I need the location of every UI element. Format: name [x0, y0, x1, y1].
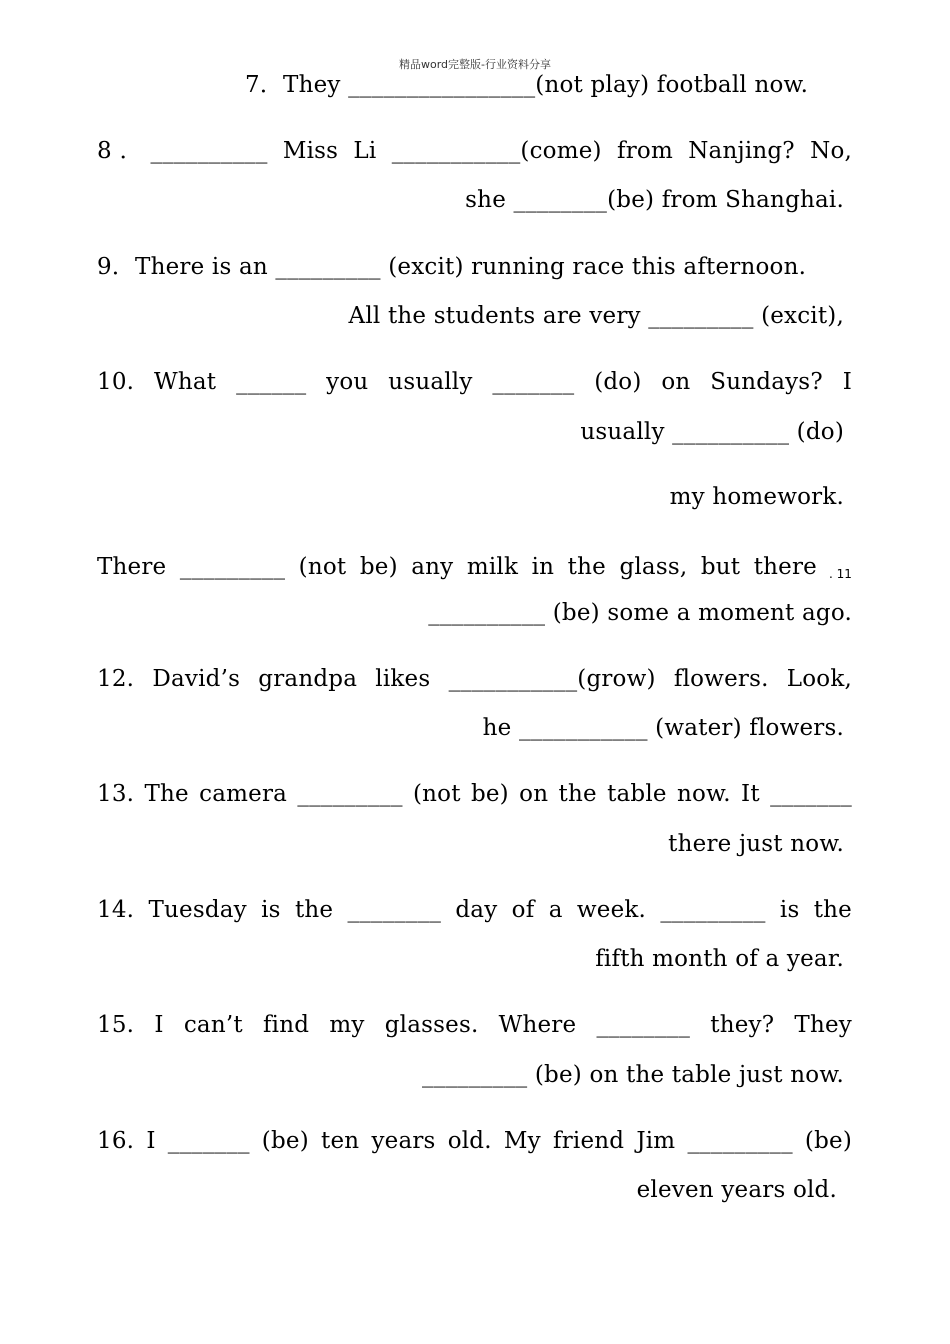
- question-16-cont: eleven years old.: [636, 1177, 837, 1203]
- question-11-cont: __________ (be) some a moment ago.: [428, 600, 852, 626]
- question-13-cont: there just now.: [668, 831, 844, 857]
- question-12-cont: he ___________ (water) flowers.: [482, 715, 844, 741]
- question-15-cont: _________ (be) on the table just now.: [422, 1062, 844, 1088]
- question-8-cont: she ________(be) from Shanghai.: [465, 187, 844, 213]
- question-10: 10. What ______ you usually _______ (do) on Sundays? I: [97, 369, 852, 395]
- question-16: 16. I _______ (be) ten years old. My friend Jim _________ (be): [97, 1128, 852, 1154]
- page-header: 精品word完整版-行业资料分享: [398, 58, 551, 71]
- question-14: 14. Tuesday is the ________ day of a week. _________ is the: [97, 897, 852, 923]
- question-11: There _________ (not be) any milk in the glass, but there: [97, 554, 817, 580]
- question-10-cont2: my homework.: [669, 484, 844, 510]
- question-13: 13. The camera _________ (not be) on the table now. It _______: [97, 781, 852, 807]
- question-10-cont: usually __________ (do): [580, 419, 844, 445]
- question-12: 12. David’s grandpa likes ___________(grow) flowers. Look,: [97, 666, 852, 692]
- question-9-cont: All the students are very _________ (excit),: [348, 303, 844, 329]
- question-9: 9．There is an _________ (excit) running race this afternoon.: [97, 254, 807, 280]
- question-11-number-marker: . 11: [829, 567, 852, 581]
- question-8: 8．__________ Miss Li ___________(come) from Nanjing? No,: [97, 138, 852, 164]
- question-14-cont: fifth month of a year.: [595, 946, 844, 972]
- question-15: 15. I can’t find my glasses. Where ________ they? They: [97, 1012, 852, 1038]
- question-7: 7．They ________________(not play) football now.: [245, 72, 809, 98]
